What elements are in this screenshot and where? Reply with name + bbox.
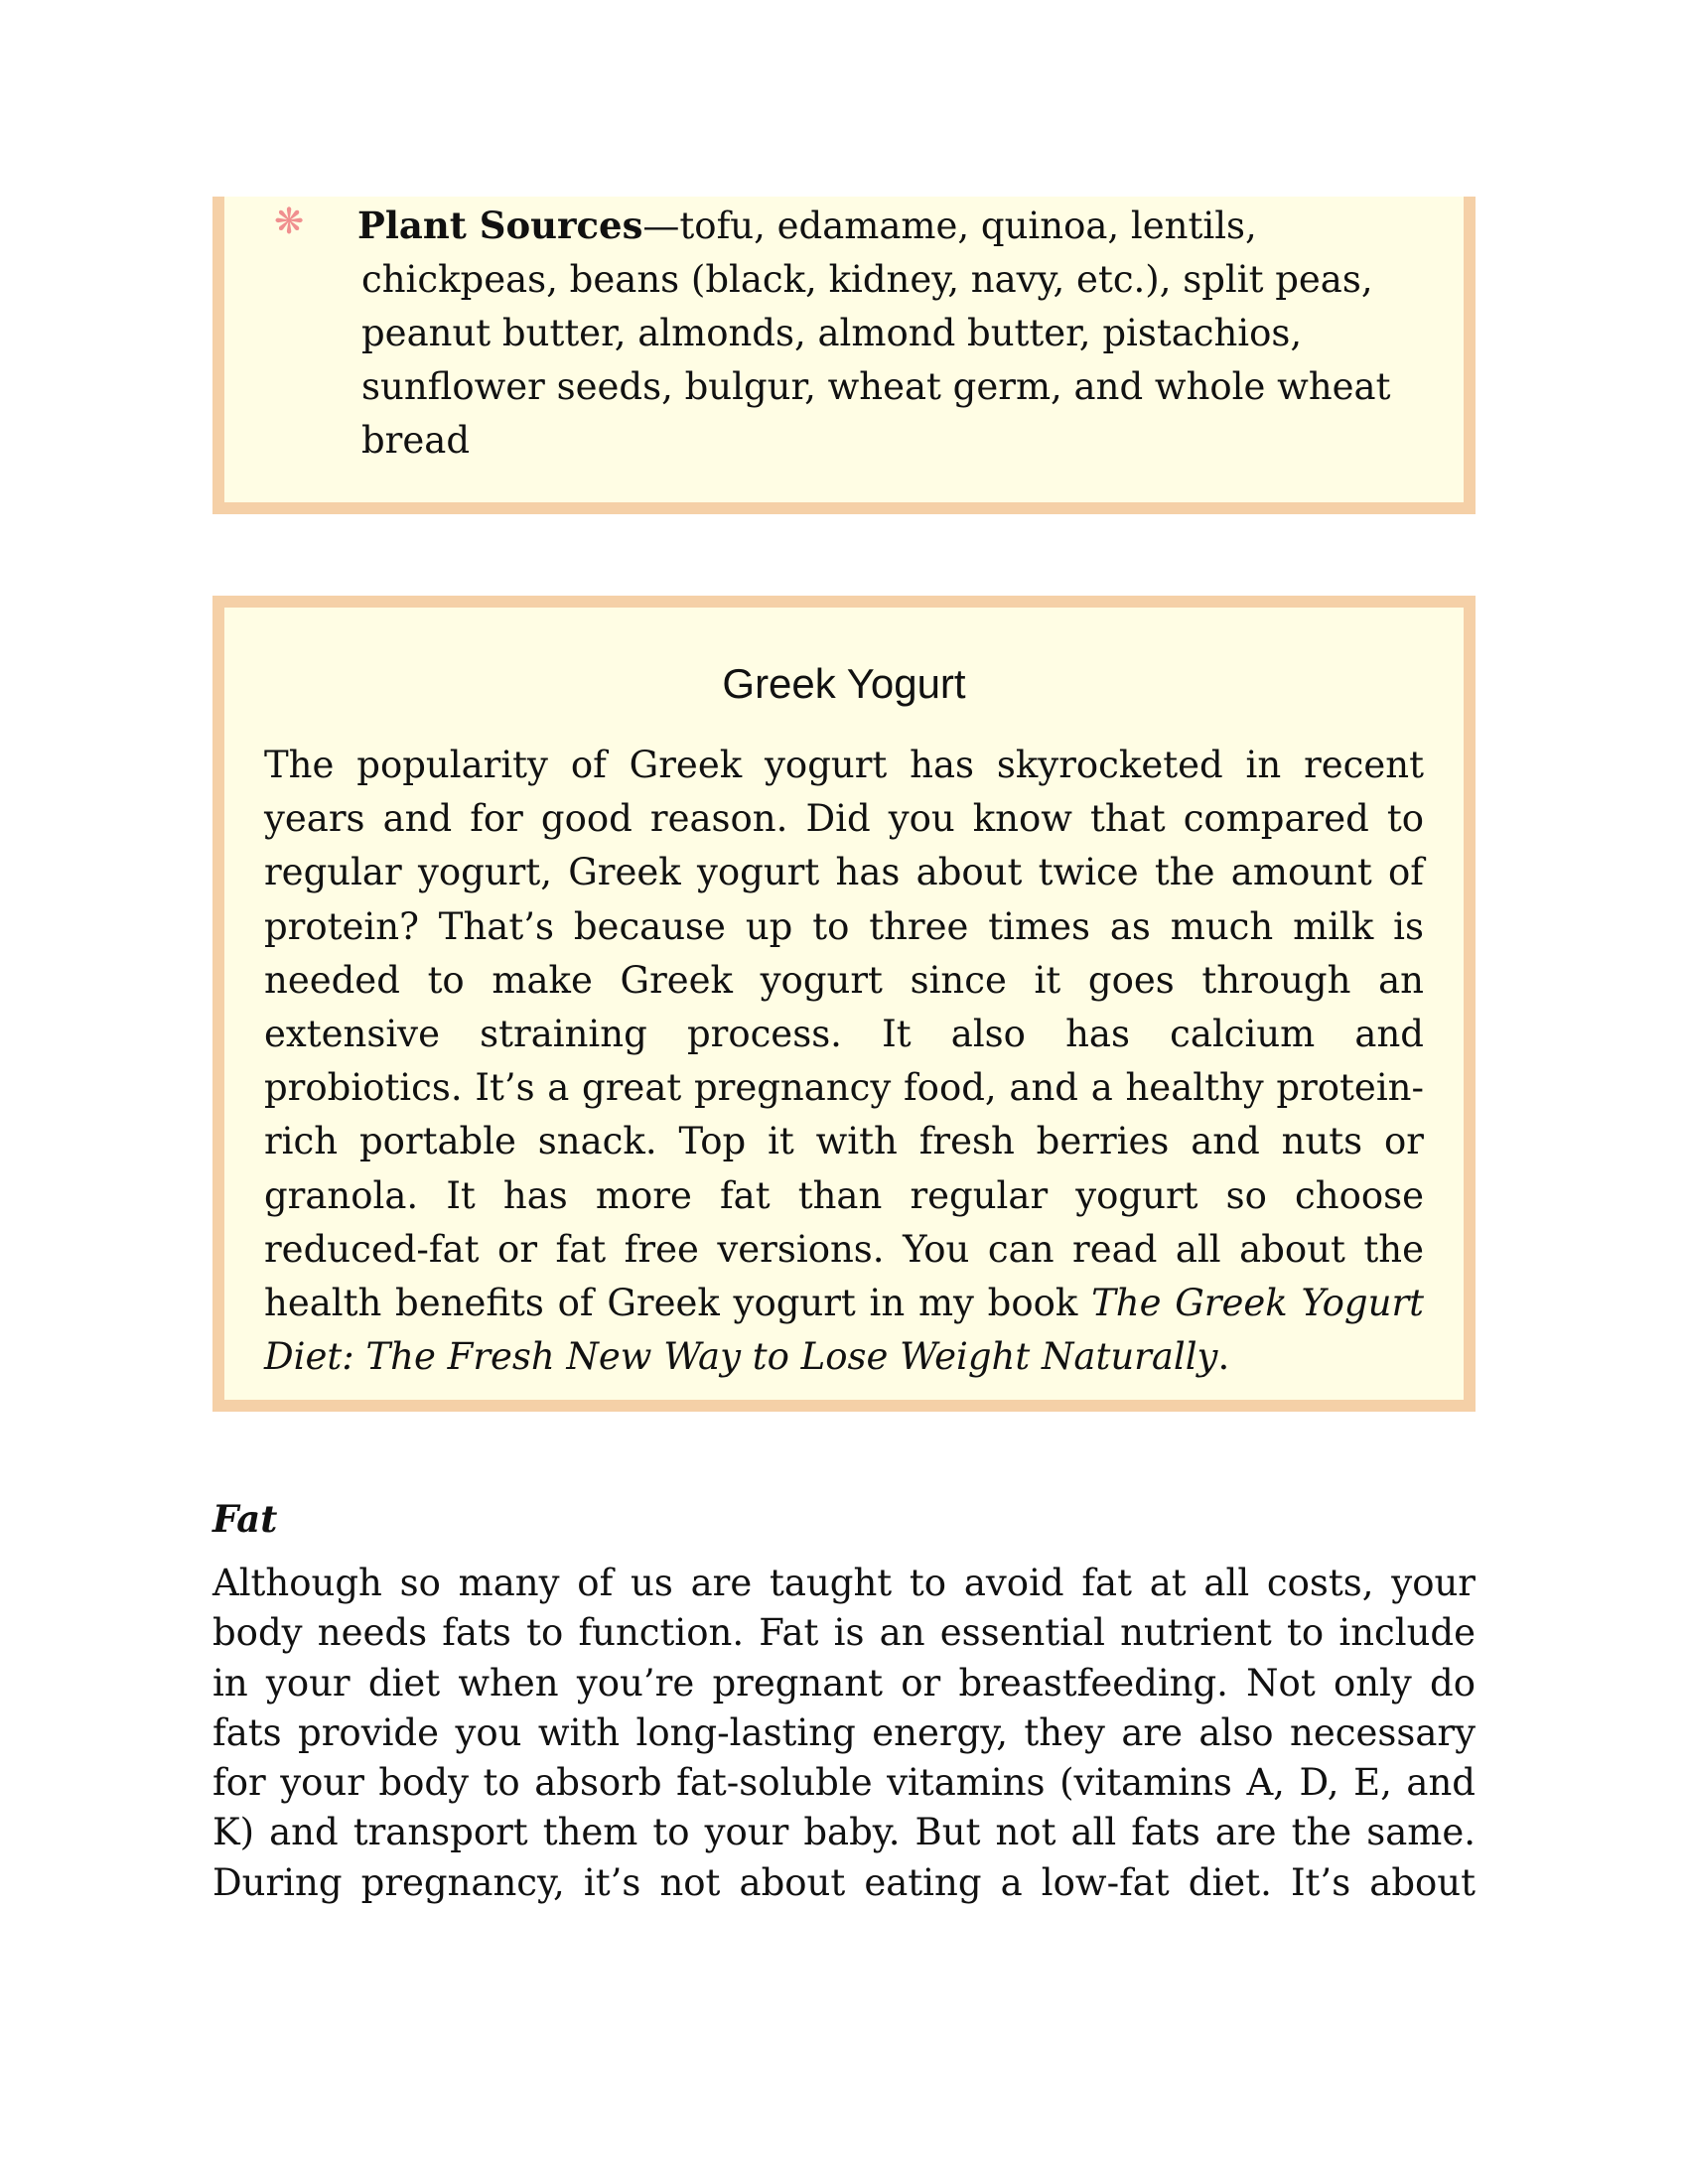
greek-yogurt-title: Greek Yogurt	[722, 660, 966, 707]
asterisk-flower-icon: ❋	[274, 202, 305, 242]
greek-yogurt-paragraph-end: .	[1217, 1335, 1230, 1379]
book-title: The Greek Yogurt Diet: The Fresh New Way to Lose Weight Naturally	[264, 1282, 1424, 1379]
plant-sources-list: —tofu, edamame, quinoa, lentils, chickpeas, beans (black, kidney, navy, etc.), split peas, peanut butter, almonds, almond butter, pistachios, sunflower seeds, bulgur, wheat germ, and whole wheat bread	[361, 205, 1391, 462]
greek-yogurt-paragraph: The popularity of Greek yogurt has skyrocketed in recent years and for good reason. Did you know that compared to regular yogurt, Greek yogurt has about twice the amount of protein? That’s because up to three times as much milk is needed to make Greek yogurt since it goes through an extensive straining process. It also has calcium and probiotics. It’s a great pregnancy food, and a healthy protein-rich portable snack. Top it with fresh berries and nuts or granola. It has more fat than regular yogurt so choose reduced-fat or fat free versions. You can read all about the health benefits of Greek yogurt in my book	[264, 744, 1424, 1325]
fat-heading: Fat	[212, 1497, 278, 1541]
plant-sources-box	[212, 197, 1476, 514]
greek-yogurt-box	[212, 596, 1476, 1412]
fat-paragraph: Although so many of us are taught to avoid fat at all costs, your body needs fats to function. Fat is an essential nutrient to include in your diet when you’re pregnant or breastfeeding. Not only do fats provide you with long-lasting energy, they are also necessary for your body to absorb fat-soluble vitamins (vitamins A, D, E, and K) and transport them to your baby. But not all fats are the same. During pregnancy, it’s not about eating a low-fat diet. It’s about	[212, 1562, 1476, 1904]
plant-sources-text	[357, 199, 1404, 468]
plant-sources-label: Plant Sources	[357, 204, 643, 247]
greek-yogurt-body	[264, 739, 1424, 1384]
